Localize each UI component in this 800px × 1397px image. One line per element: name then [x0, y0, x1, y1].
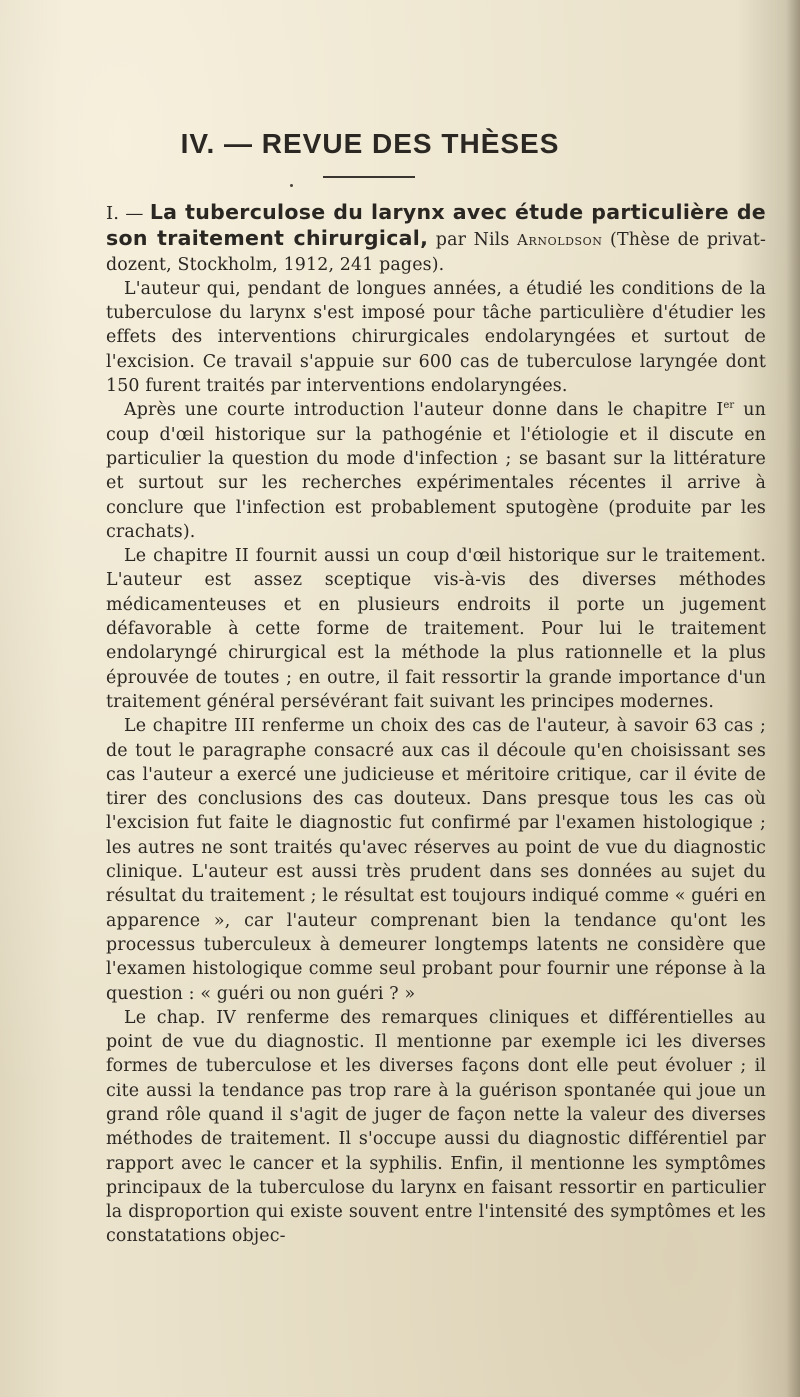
- entry-number: I. —: [106, 203, 150, 224]
- paragraph-2: [106, 398, 766, 544]
- entry-title: La tuberculose du larynx avec étude particulière de son traitement chirurgical,: [106, 200, 767, 251]
- paragraph-1: L'auteur qui, pendant de longues années, a étudié les conditions de la tuberculose du larynx s'est imposé pour tâche particulière d'étudier les effets des interventions chirurgicales endolaryngées et surtout de l'excision. Ce travail s'appuie sur 600 cas de tuberculose laryngée dont 150 furent traités par interventions endolaryngées.: [106, 278, 766, 397]
- paragraph-2-start: Après une courte introduction l'auteur donne dans le chapitre I: [124, 400, 724, 421]
- paragraph-5: Le chap. IV renferme des remarques cliniques et différentielles au point de vue du diagnostic. Il mentionne par exemple ici les diverses formes de tuberculose et les diverses façons dont elle peut évoluer ; il cite aussi la tendance pas trop rare à la guérison spontanée qui joue un grand rôle quand il s'agit de juger de façon nette la valeur des diverses méthodes de traitement. Il s'occupe aussi du diagnostic différentiel par rapport avec le cancer et la syphilis. Enfin, il mentionne les symptômes principaux de la tuberculose du larynx en faisant ressortir en particulier la disproportion qui existe souvent entre l'intensité des symptômes et les constatations objec-: [106, 1007, 766, 1247]
- page-edge-shadow: [786, 0, 800, 1397]
- paragraph-4: Le chapitre III renferme un choix des cas de l'auteur, à savoir 63 cas ; de tout le paragraphe consacré aux cas il découle qu'en choisissant ses cas l'auteur a exercé une judicieuse et méritoire critique, car il évite de tirer des conclusions des cas douteux. Dans presque tous les cas où l'excision fut faite le diagnostic fut confirmé par l'examen histologique ; les autres ne sont traités qu'avec réserves au point de vue du diagnostic clinique. L'auteur est aussi très prudent dans ses données au sujet du résultat du traitement ; le résultat est toujours indiqué comme « guéri en apparence », car l'auteur comprenant bien la tendance qu'ont les processus tuberculeux à demeurer longtemps latents ne considère que l'examen histologique comme seul probant pour fournir une réponse à la question : « guéri ou non guéri ? »: [106, 716, 766, 1004]
- paragraph-3: Le chapitre II fournit aussi un coup d'œil historique sur le traitement. L'auteur est assez sceptique vis-à-vis des diverses méthodes médicamenteuses et en plusieurs endroits il porte un jugement défavorable à cette forme de traitement. Pour lui le traitement endolaryngé chirurgical est la méthode la plus rationnelle et la plus éprouvée de toutes ; en outre, il fait ressortir la grande importance d'un traitement général persévérant fait suivant les principes modernes.: [106, 546, 766, 712]
- entry-by: par Nils: [428, 230, 518, 251]
- ink-dot: [290, 184, 293, 187]
- entry-meta: (Thèse de privat-dozent, Stockholm, 1912, 241 pages).: [106, 230, 766, 275]
- section-title: IV. — REVUE DES THÈSES: [180, 128, 560, 159]
- entry-heading: [106, 200, 766, 277]
- entry-author: Arnoldson: [517, 231, 603, 250]
- title-rule: [323, 176, 415, 178]
- article-body: [106, 200, 766, 1249]
- ordinal-superscript: er: [723, 400, 735, 412]
- paragraph-2-rest: un coup d'œil historique sur la pathogénie et l'étiologie et il discute en particulier la question du mode d'infection ; se basant sur la littérature et surtout sur les recherches expérimentales récentes il arrive à conclure que l'infection est probablement sputogène (produite par les crachats).: [106, 400, 766, 542]
